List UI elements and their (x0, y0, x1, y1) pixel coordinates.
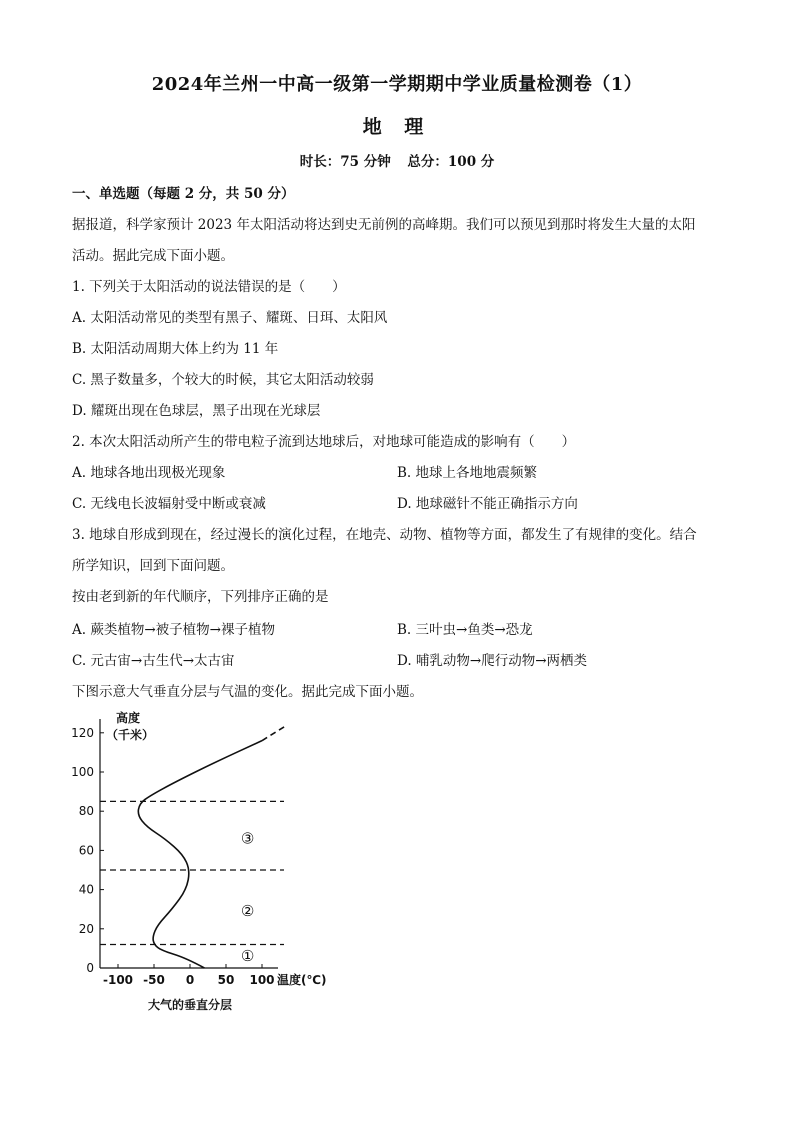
y-tick-label: 20 (78, 921, 94, 936)
question-3-option-d: D. 哺乳动物→爬行动物→两栖类 (397, 653, 588, 669)
y-tick-label: 40 (78, 882, 94, 897)
question-1-option-d: D. 耀斑出现在色球层，黑子出现在光球层 (72, 403, 321, 419)
atmosphere-layer-chart (60, 705, 360, 1025)
total-score-text: 总分：100 分 (407, 154, 495, 170)
layer-number-label: ① (240, 947, 255, 966)
x-tick-label: 100 (249, 973, 275, 987)
question-2-option-a: A. 地球各地出现极光现象 (72, 465, 226, 481)
question-2-stem: 2. 本次太阳活动所产生的带电粒子流到达地球后，对地球可能造成的影响有（ ） (72, 434, 576, 450)
duration-text: 时长：75 分钟 (299, 154, 391, 170)
x-tick-label: -50 (143, 973, 165, 987)
question-3-stem-line3: 按由老到新的年代顺序，下列排序正确的是 (72, 589, 329, 605)
question-1-option-a: A. 太阳活动常见的类型有黑子、耀斑、日珥、太阳风 (72, 310, 388, 326)
y-axis-unit-label: （千米） (106, 728, 155, 742)
question-2-option-d: D. 地球磁针不能正确指示方向 (397, 496, 578, 512)
question-2-option-c: C. 无线电长波辐射受中断或衰减 (72, 496, 266, 512)
question-3-option-c: C. 元古宙→古生代→太古宙 (72, 653, 235, 669)
question-3-option-b: B. 三叶虫→鱼类→恐龙 (397, 622, 533, 638)
subject-title: 地 理 (362, 116, 432, 138)
y-tick-label: 0 (86, 961, 94, 975)
figure-intro: 下图示意大气垂直分层与气温的变化。据此完成下面小题。 (72, 684, 423, 700)
x-tick-label: -100 (102, 973, 134, 987)
x-tick-label: 0 (185, 973, 195, 987)
passage-intro-line1: 据报道，科学家预计 2023 年太阳活动将达到史无前例的高峰期。我们可以预见到那时将发生大量的太阳 (72, 217, 696, 233)
exam-meta (0, 150, 794, 170)
exam-title: 2024年兰州一中高一级第一学期期中学业质量检测卷（1） (151, 74, 643, 95)
chart-caption: 大气的垂直分层 (148, 998, 233, 1012)
question-1-option-b: B. 太阳活动周期大体上约为 11 年 (72, 341, 279, 357)
question-2-option-b: B. 地球上各地地震频繁 (397, 465, 538, 481)
y-tick-label: 120 (71, 725, 94, 740)
passage-intro-line2: 活动。据此完成下面小题。 (72, 248, 234, 264)
y-tick-label: 100 (71, 765, 94, 779)
x-axis-label: 温度(℃) (277, 973, 327, 987)
temperature-curve-extension (262, 725, 287, 741)
y-tick-label: 80 (78, 804, 94, 819)
layer-number-label: ③ (240, 829, 255, 848)
y-tick-label: 60 (78, 843, 94, 858)
question-3-stem-line2: 所学知识，回到下面问题。 (72, 558, 234, 574)
y-axis-label: 高度 (116, 711, 141, 725)
section-heading: 一、单选题（每题 2 分，共 50 分） (72, 186, 295, 202)
question-3-option-a: A. 蕨类植物→被子植物→裸子植物 (72, 622, 275, 638)
question-1-option-c: C. 黑子数量多，个较大的时候，其它太阳活动较弱 (72, 372, 374, 388)
x-tick-label: 50 (217, 973, 235, 987)
layer-number-label: ② (240, 902, 255, 921)
question-3-stem-line1: 3. 地球自形成到现在，经过漫长的演化过程，在地壳、动物、植物等方面，都发生了有规律的变化。结合 (72, 527, 697, 543)
question-1-stem: 1. 下列关于太阳活动的说法错误的是（ ） (72, 279, 346, 295)
temperature-curve (138, 741, 262, 968)
